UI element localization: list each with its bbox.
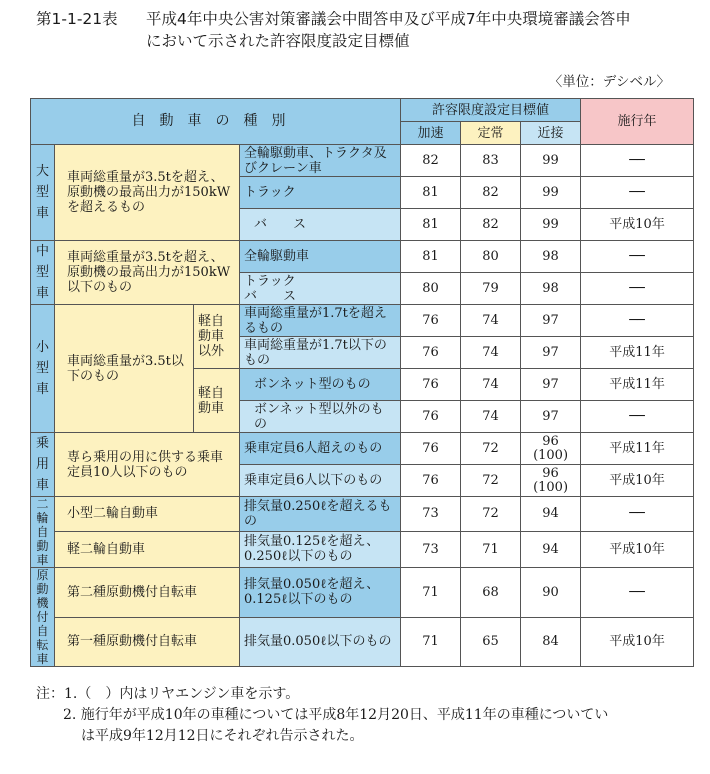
sub-type: トラック: [240, 177, 401, 209]
header-year: 施行年: [581, 99, 694, 145]
sub-type: バ ス: [240, 209, 401, 241]
steady-value: 72: [461, 433, 521, 465]
group-moped: 原 動 機 付 自 転 車: [31, 568, 55, 667]
year-value: 平成11年: [581, 369, 694, 401]
sub-type: 排気量0.250ℓを超えるもの: [240, 497, 401, 532]
accel-value: 82: [401, 145, 461, 177]
year-value: 平成10年: [581, 617, 694, 667]
accel-value: 76: [401, 369, 461, 401]
steady-value: 80: [461, 241, 521, 273]
close-value: 98: [521, 273, 581, 305]
steady-value: 68: [461, 568, 521, 618]
cond-passenger: 専ら乗用の用に供する乗車定員10人以下のもの: [55, 433, 240, 497]
notes: [36, 684, 608, 747]
accel-value: 80: [401, 273, 461, 305]
sub-type: トラック バ ス: [240, 273, 401, 305]
steady-value: 72: [461, 465, 521, 497]
table-number: 第1-1-21表: [36, 10, 118, 28]
note-2-line-1: 2. 施行年が平成10年の車種については平成8年12月20日、平成11年の車種についてい: [63, 707, 609, 723]
accel-value: 76: [401, 401, 461, 433]
accel-value: 73: [401, 497, 461, 532]
header-target: 許容限度設定目標値: [401, 99, 581, 122]
year-value: ──: [581, 145, 694, 177]
header-accel: 加速: [401, 122, 461, 145]
cond-tw-small: 小型二輪自動車: [55, 497, 240, 532]
accel-value: 76: [401, 433, 461, 465]
steady-value: 82: [461, 177, 521, 209]
header-close: 近接: [521, 122, 581, 145]
cond-moped2: 第二種原動機付自転車: [55, 568, 240, 618]
group-large: 大 型 車: [31, 145, 55, 241]
close-value: 84: [521, 617, 581, 667]
year-value: ──: [581, 568, 694, 618]
accel-value: 73: [401, 531, 461, 567]
steady-value: 72: [461, 497, 521, 532]
close-value: 96 (100): [521, 433, 581, 465]
unit-label: 〈単位：デシベル〉: [548, 74, 670, 90]
cond-moped1: 第一種原動機付自転車: [55, 617, 240, 667]
sub-type: ボンネット型のもの: [240, 369, 401, 401]
year-value: ──: [581, 401, 694, 433]
accel-value: 71: [401, 617, 461, 667]
sub-type: 排気量0.050ℓを超え、0.125ℓ以下のもの: [240, 568, 401, 618]
steady-value: 82: [461, 209, 521, 241]
sub-type: 全輪駆動車: [240, 241, 401, 273]
year-value: ──: [581, 497, 694, 532]
sub-type: 全輪駆動車、トラクタ及びクレーン車: [240, 145, 401, 177]
group-medium: 中 型 車: [31, 241, 55, 305]
cond-medium: 車両総重量が3.5tを超え、原動機の最高出力が150kW以下のもの: [55, 241, 240, 305]
close-value: 96 (100): [521, 465, 581, 497]
header-steady: 定常: [461, 122, 521, 145]
close-value: 90: [521, 568, 581, 618]
note-1: 注：1.（ ）内はリヤエンジン車を示す。: [36, 686, 300, 702]
cond-small-nonkei: 軽自動車以外: [194, 305, 240, 369]
sub-type: 車両総重量が1.7tを超えるもの: [240, 305, 401, 337]
close-value: 97: [521, 337, 581, 369]
close-value: 99: [521, 145, 581, 177]
year-value: 平成11年: [581, 337, 694, 369]
close-value: 97: [521, 305, 581, 337]
close-value: 97: [521, 401, 581, 433]
year-value: ──: [581, 305, 694, 337]
table-title: [36, 8, 631, 52]
sub-type: 乗車定員6人超えのもの: [240, 433, 401, 465]
accel-value: 76: [401, 465, 461, 497]
sub-type: 車両総重量が1.7t以下のもの: [240, 337, 401, 369]
header-vehicle-type: 自動車の種別: [31, 99, 401, 145]
sub-type: 排気量0.050ℓ以下のもの: [240, 617, 401, 667]
close-value: 97: [521, 369, 581, 401]
group-small: 小 型 車: [31, 305, 55, 433]
steady-value: 74: [461, 337, 521, 369]
accel-value: 76: [401, 337, 461, 369]
accel-value: 76: [401, 305, 461, 337]
cond-small-kei: 軽自動車: [194, 369, 240, 433]
year-value: 平成10年: [581, 531, 694, 567]
close-value: 94: [521, 531, 581, 567]
year-value: ──: [581, 177, 694, 209]
group-twowheel: 二 輪 自 動 車: [31, 497, 55, 568]
steady-value: 65: [461, 617, 521, 667]
note-2-line-2: は平成9年12月12日にそれぞれ告示された。: [81, 728, 364, 744]
sub-type: ボンネット型以外のもの: [240, 401, 401, 433]
steady-value: 74: [461, 305, 521, 337]
sub-type: 乗車定員6人以下のもの: [240, 465, 401, 497]
close-value: 98: [521, 241, 581, 273]
title-line-2: において示された許容限度設定目標値: [146, 32, 410, 50]
steady-value: 79: [461, 273, 521, 305]
cond-small: 車両総重量が3.5t以下のもの: [55, 305, 194, 433]
close-value: 99: [521, 209, 581, 241]
cond-tw-kei: 軽二輪自動車: [55, 531, 240, 567]
group-passenger: 乗 用 車: [31, 433, 55, 497]
noise-limit-table: [30, 98, 694, 667]
steady-value: 74: [461, 369, 521, 401]
close-value: 94: [521, 497, 581, 532]
steady-value: 83: [461, 145, 521, 177]
accel-value: 81: [401, 241, 461, 273]
year-value: 平成10年: [581, 465, 694, 497]
accel-value: 71: [401, 568, 461, 618]
title-line-1: 平成4年中央公害対策審議会中間答申及び平成7年中央環境審議会答申: [146, 10, 631, 28]
year-value: 平成11年: [581, 433, 694, 465]
steady-value: 74: [461, 401, 521, 433]
year-value: ──: [581, 241, 694, 273]
year-value: ──: [581, 273, 694, 305]
accel-value: 81: [401, 177, 461, 209]
steady-value: 71: [461, 531, 521, 567]
year-value: 平成10年: [581, 209, 694, 241]
cond-large: 車両総重量が3.5tを超え、原動機の最高出力が150kWを超えるもの: [55, 145, 240, 241]
sub-type: 排気量0.125ℓを超え、0.250ℓ以下のもの: [240, 531, 401, 567]
accel-value: 81: [401, 209, 461, 241]
close-value: 99: [521, 177, 581, 209]
